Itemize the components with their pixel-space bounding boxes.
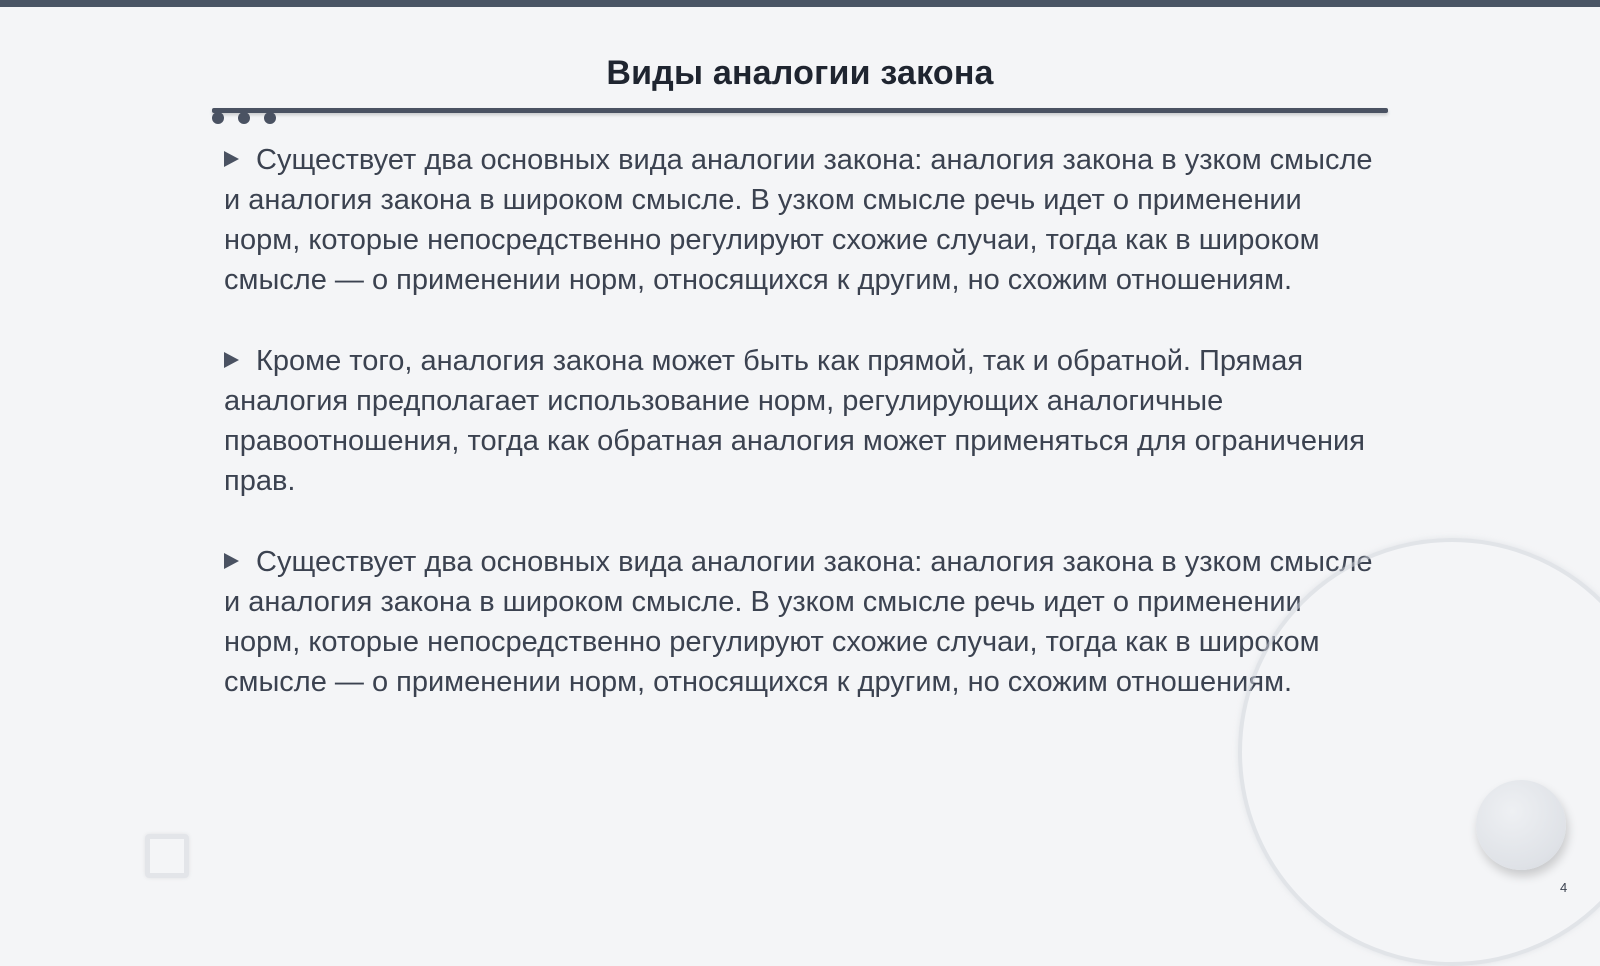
bullet-text: Кроме того, аналогия закона может быть как прямой, так и обратной. Прямая аналогия предполагает использование норм, регулирующих аналогичные правоотношения, тогда как обратная аналогия может применяться для ограничения прав. [224,345,1365,497]
bullet-text: Существует два основных вида аналогии закона: аналогия закона в узком смысле и аналогия закона в широком смысле. В узком смысле речь идет о применении норм, которые непосредственно регулируют схожие случаи, тогда как в широком смысле — о применении норм, относящихся к другим, но схожим отношениям. [224,144,1373,296]
divider-dot [212,112,224,124]
triangle-right-icon [224,151,239,167]
top-accent-bar [0,0,1600,7]
bullet-item [224,542,1374,702]
divider-dot [264,112,276,124]
divider-dot [238,112,250,124]
bullet-text: Существует два основных вида аналогии закона: аналогия закона в узком смысле и аналогия закона в широком смысле. В узком смысле речь идет о применении норм, которые непосредственно регулируют схожие случаи, тогда как в широком смысле — о применении норм, относящихся к другим, но схожим отношениям. [224,546,1373,698]
divider-dots [212,112,282,126]
decorative-circle [1476,780,1566,870]
title-divider [212,108,1388,113]
bullet-item [224,341,1374,501]
slide-body [224,140,1374,743]
triangle-right-icon [224,553,239,569]
bullet-item [224,140,1374,300]
decorative-square [145,834,189,878]
slide-title: Виды аналогии закона [606,54,994,92]
triangle-right-icon [224,352,239,368]
page-number: 4 [1560,880,1568,895]
